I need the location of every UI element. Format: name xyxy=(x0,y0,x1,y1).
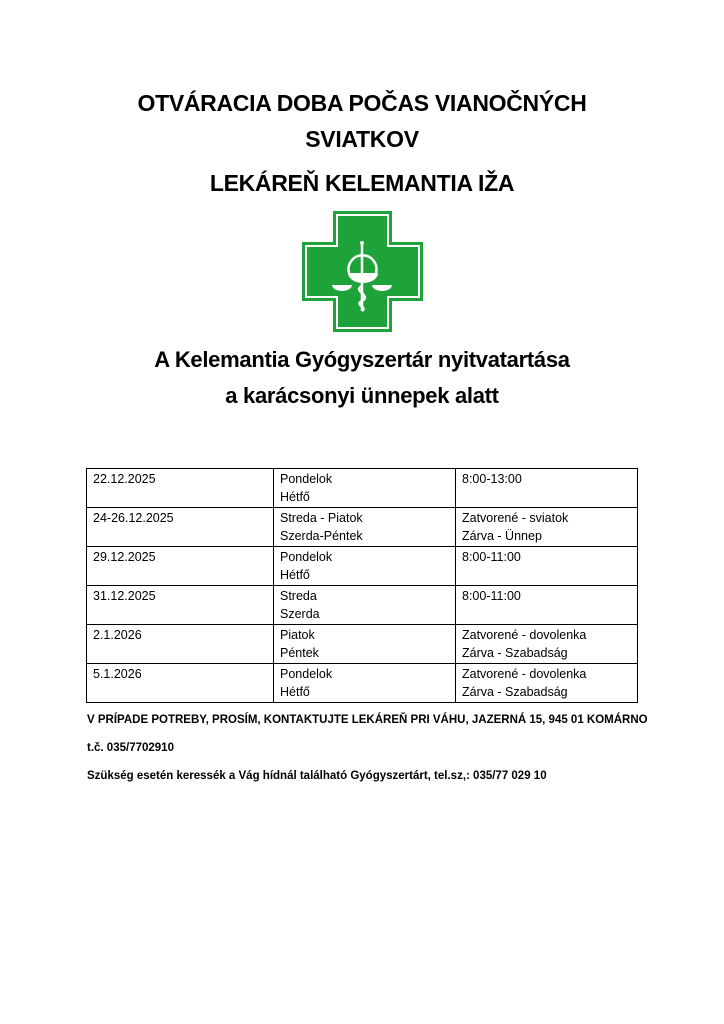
hungarian-title-line-1: A Kelemantia Gyógyszertár nyitvatartása xyxy=(154,347,570,372)
date: 22.12.2025 xyxy=(93,472,156,486)
date-cell xyxy=(87,625,274,664)
pharmacy-green-cross-icon xyxy=(302,211,423,332)
hours-sk: Zatvorené - dovolenka xyxy=(462,628,587,642)
hours-cell xyxy=(456,469,638,508)
opening-hours-table xyxy=(86,468,638,703)
day-sk: Streda xyxy=(280,589,317,603)
hours-cell xyxy=(456,625,638,664)
day-hu: Szerda-Péntek xyxy=(280,529,363,543)
day-sk: Streda - Piatok xyxy=(280,511,363,525)
day-hu: Hétfő xyxy=(280,490,310,504)
day-sk: Piatok xyxy=(280,628,315,642)
date-cell xyxy=(87,664,274,703)
hours-hu: Zárva - Ünnep xyxy=(462,529,542,543)
hours-sk: 8:00-11:00 xyxy=(462,589,521,603)
day-sk: Pondelok xyxy=(280,550,333,564)
table-row xyxy=(87,508,638,547)
hours-sk: 8:00-13:00 xyxy=(462,472,522,486)
hours-hu: Zárva - Szabadság xyxy=(462,685,568,699)
contact-hungarian: Szükség esetén keressék a Vág hídnál található Gyógyszertárt, tel.sz,: 035/77 029 10 xyxy=(87,770,547,782)
contact-slovak: V PRÍPADE POTREBY, PROSÍM, KONTAKTUJTE LEKÁREŇ PRI VÁHU, JAZERNÁ 15, 945 01 KOMÁRNO xyxy=(87,714,648,726)
table-row xyxy=(87,586,638,625)
day-cell xyxy=(274,469,456,508)
hours-hu: Zárva - Szabadság xyxy=(462,646,568,660)
hours-cell xyxy=(456,586,638,625)
date: 5.1.2026 xyxy=(93,667,142,681)
date: 2.1.2026 xyxy=(93,628,142,642)
date-cell xyxy=(87,547,274,586)
hours-sk: 8:00-11:00 xyxy=(462,550,521,564)
hours-cell xyxy=(456,508,638,547)
day-cell xyxy=(274,586,456,625)
date-cell xyxy=(87,508,274,547)
day-hu: Hétfő xyxy=(280,568,310,582)
hours-cell xyxy=(456,547,638,586)
hours-cell xyxy=(456,664,638,703)
day-cell xyxy=(274,547,456,586)
day-cell xyxy=(274,664,456,703)
date: 31.12.2025 xyxy=(93,589,156,603)
date: 24-26.12.2025 xyxy=(93,511,174,525)
day-hu: Hétfő xyxy=(280,685,310,699)
table-row xyxy=(87,625,638,664)
day-sk: Pondelok xyxy=(280,667,333,681)
pharmacy-name: LEKÁREŇ KELEMANTIA IŽA xyxy=(209,170,515,196)
table-row xyxy=(87,469,638,508)
day-cell xyxy=(274,625,456,664)
hungarian-title-line-2: a karácsonyi ünnepek alatt xyxy=(225,383,499,408)
date-cell xyxy=(87,469,274,508)
day-hu: Péntek xyxy=(280,646,319,660)
title-line-2: SVIATKOV xyxy=(305,126,419,152)
date-cell xyxy=(87,586,274,625)
phone-slovak: t.č. 035/7702910 xyxy=(87,742,174,754)
table-row xyxy=(87,547,638,586)
hours-sk: Zatvorené - dovolenka xyxy=(462,667,587,681)
day-cell xyxy=(274,508,456,547)
day-sk: Pondelok xyxy=(280,472,333,486)
title-line-1: OTVÁRACIA DOBA POČAS VIANOČNÝCH xyxy=(137,90,587,116)
table-row xyxy=(87,664,638,703)
date: 29.12.2025 xyxy=(93,550,156,564)
hours-sk: Zatvorené - sviatok xyxy=(462,511,569,525)
day-hu: Szerda xyxy=(280,607,320,621)
